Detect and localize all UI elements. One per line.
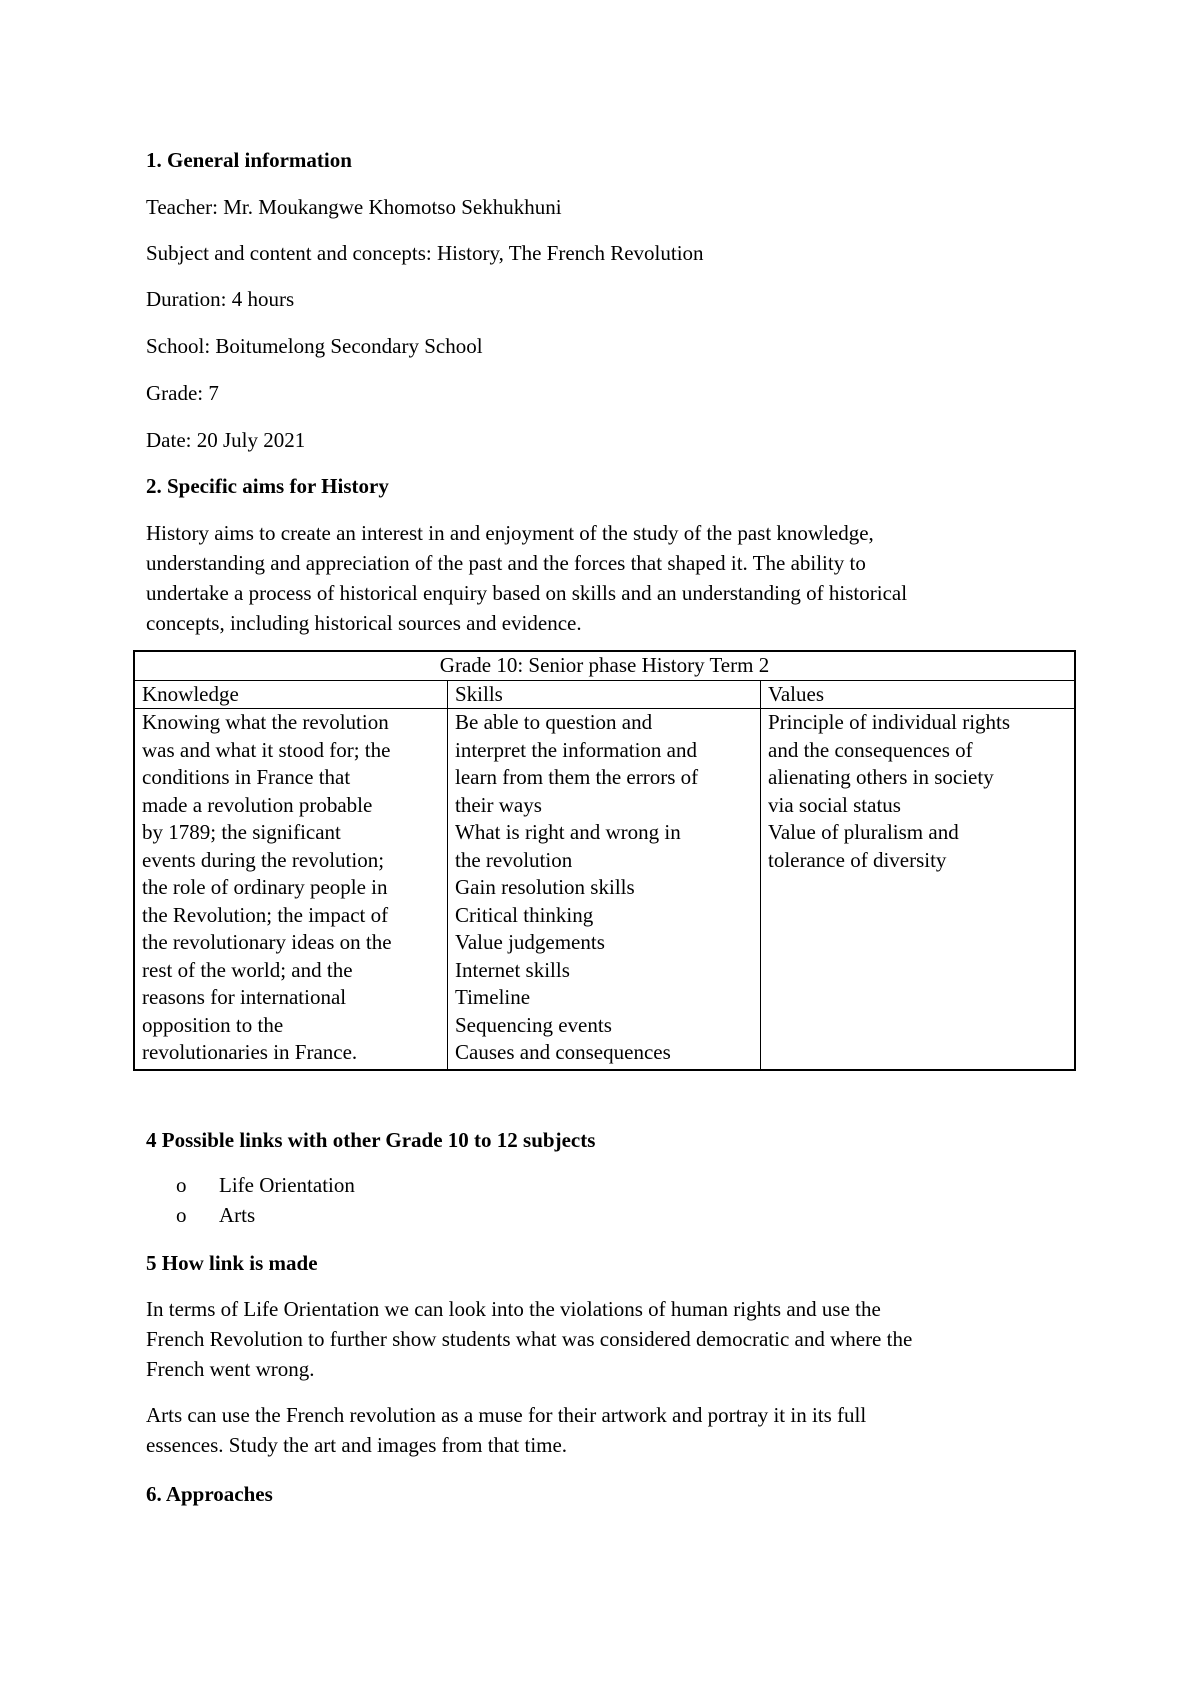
subject-field: Subject and content and concepts: History, The French Revolution — [146, 241, 704, 265]
cell-line: Principle of individual rights — [768, 710, 1011, 734]
cell-line: Knowing what the revolution — [142, 710, 389, 734]
cell-line: by 1789; the significant — [142, 820, 341, 844]
cell-line: What is right and wrong in — [455, 820, 681, 844]
list-item-label: Arts — [219, 1203, 256, 1227]
cell-line: interpret the information and — [455, 737, 698, 762]
duration-field: Duration: 4 hours — [146, 287, 295, 311]
teacher-field: Teacher: Mr. Moukangwe Khomotso Sekhukhuni — [146, 195, 562, 219]
cell-line: Internet skills — [455, 957, 570, 982]
cell-line: the role of ordinary people in — [142, 875, 388, 899]
grade-field: Grade: 7 — [146, 381, 219, 405]
table-header-skills: Skills — [448, 680, 761, 709]
cell-line: the Revolution; the impact of — [142, 902, 389, 927]
cell-line: and the consequences of — [768, 737, 973, 762]
cell-line: rest of the world; and the — [142, 957, 353, 982]
cell-line: conditions in France that — [142, 765, 351, 789]
paragraph-line: understanding and appreciation of the past and the forces that shaped it. The ability to — [146, 551, 866, 575]
cell-line: tolerance of diversity — [768, 847, 947, 872]
paragraph-line: French Revolution to further show students what was considered democratic and where the — [146, 1327, 913, 1351]
cell-line: Sequencing events — [455, 1012, 612, 1037]
table-header-values: Values — [761, 680, 1075, 709]
cell-line: reasons for international — [142, 985, 347, 1009]
cell-line: the revolution — [455, 847, 573, 872]
cell-line: their ways — [455, 792, 542, 817]
section-heading-general-information: 1. General information — [146, 148, 352, 172]
cell-line: Be able to question and — [455, 710, 653, 734]
values-cell — [761, 709, 1075, 1070]
table-header-knowledge: Knowledge — [135, 680, 448, 709]
cell-line: was and what it stood for; the — [142, 737, 391, 762]
cell-line: made a revolution probable — [142, 792, 373, 817]
cell-line: Critical thinking — [455, 902, 594, 927]
specific-aims-paragraph — [146, 518, 1066, 638]
cell-line: Gain resolution skills — [455, 875, 635, 899]
section-heading-specific-aims: 2. Specific aims for History — [146, 474, 389, 498]
cell-line: revolutionaries in France. — [142, 1040, 358, 1064]
paragraph-line: French went wrong. — [146, 1357, 315, 1381]
cell-line: Value judgements — [455, 930, 605, 954]
cell-line: alienating others in society — [768, 765, 994, 789]
section-heading-how-link-is-made: 5 How link is made — [146, 1251, 318, 1275]
paragraph-line: History aims to create an interest in and enjoyment of the study of the past knowledge, — [146, 521, 874, 545]
paragraph-line: essences. Study the art and images from that time. — [146, 1433, 568, 1457]
cell-line: events during the revolution; — [142, 847, 385, 872]
cell-line: via social status — [768, 792, 901, 817]
cell-line: Value of pluralism and — [768, 820, 959, 844]
paragraph-line: Arts can use the French revolution as a muse for their artwork and portray it in its full — [146, 1403, 867, 1427]
cell-line: the revolutionary ideas on the — [142, 930, 392, 954]
cell-line: Causes and consequences — [455, 1040, 671, 1064]
knowledge-cell — [135, 709, 448, 1070]
paragraph-line: undertake a process of historical enquiry based on skills and an understanding of historical — [146, 581, 908, 605]
cell-line: learn from them the errors of — [455, 765, 699, 789]
school-field: School: Boitumelong Secondary School — [146, 334, 483, 358]
bullet-icon: o — [176, 1203, 187, 1227]
date-field: Date: 20 July 2021 — [146, 428, 306, 452]
section-heading-possible-links: 4 Possible links with other Grade 10 to 12 subjects — [146, 1128, 596, 1152]
curriculum-table — [134, 651, 1075, 1070]
skills-cell — [448, 709, 761, 1070]
list-item — [176, 1172, 355, 1198]
cell-line: opposition to the — [142, 1012, 284, 1037]
paragraph-line: In terms of Life Orientation we can look into the violations of human rights and use the — [146, 1297, 881, 1321]
arts-paragraph — [146, 1400, 1066, 1460]
list-item-label: Life Orientation — [219, 1173, 355, 1197]
section-heading-approaches: 6. Approaches — [146, 1482, 273, 1506]
list-item — [176, 1202, 255, 1228]
table-caption: Grade 10: Senior phase History Term 2 — [135, 652, 1075, 681]
life-orientation-paragraph — [146, 1294, 1066, 1384]
cell-line: Timeline — [455, 985, 531, 1009]
bullet-icon: o — [176, 1173, 187, 1197]
paragraph-line: concepts, including historical sources and evidence. — [146, 611, 582, 635]
